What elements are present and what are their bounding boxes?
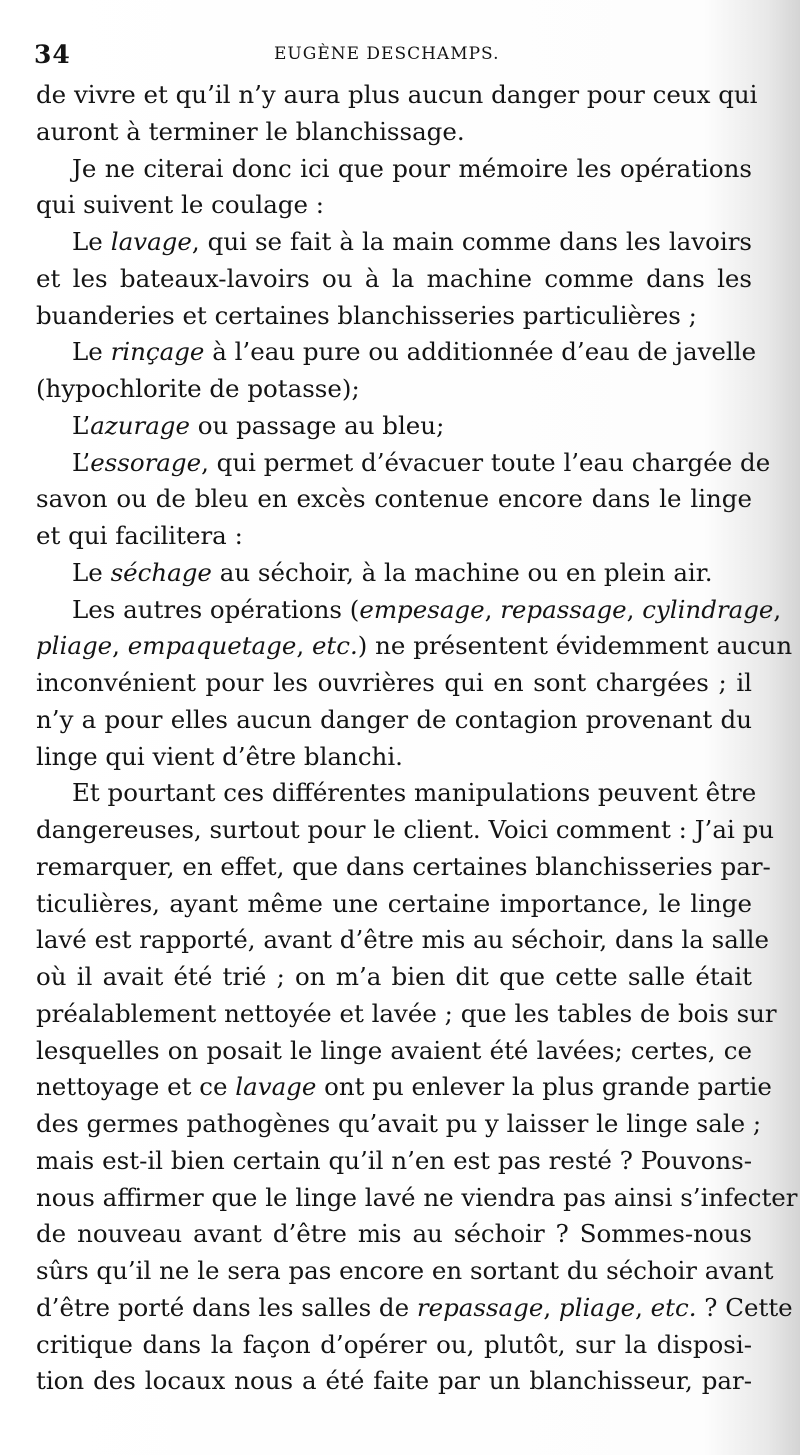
text-line: critique dans la façon d’opérer ou, plutôt, sur la disposi- bbox=[36, 1329, 752, 1359]
text-line: et qui facilitera : bbox=[36, 521, 243, 550]
text-line: savon ou de bleu en excès contenue encore dans le linge bbox=[36, 484, 752, 514]
italic-term: lavage bbox=[235, 1072, 317, 1102]
text-line: ticulières, ayant même une certaine importance, le linge bbox=[36, 888, 752, 918]
text-line: remarquer, en effet, que dans certaines blanchisseries par- bbox=[36, 851, 771, 881]
text-line: préalablement nettoyée et lavée ; que les tables de bois sur bbox=[36, 998, 777, 1028]
italic-term: cylindrage bbox=[642, 594, 774, 624]
italic-term: rinçage bbox=[110, 337, 205, 367]
text-line: nettoyage et ce lavage ont pu enlever la plus grande partie bbox=[36, 1072, 772, 1102]
italic-term: repassage bbox=[416, 1292, 544, 1322]
text-line: nous affirmer que le linge lavé ne viendra pas ainsi s’infecter bbox=[36, 1182, 798, 1212]
italic-term: essorage bbox=[90, 447, 202, 477]
text-line: Les autres opérations (empesage, repassage, cylindrage, bbox=[72, 594, 782, 624]
text-line: des germes pathogènes qu’avait pu y laisser le linge sale ; bbox=[36, 1109, 762, 1138]
text-line: qui suivent le coulage : bbox=[36, 190, 325, 220]
text-line: lavé est rapporté, avant d’être mis au séchoir, dans la salle bbox=[36, 925, 769, 955]
text-line: dangereuses, surtout pour le client. Voici comment : J’ai pu bbox=[36, 815, 775, 844]
text-line: L’essorage, qui permet d’évacuer toute l’eau chargée de bbox=[72, 447, 771, 477]
italic-term: pliage bbox=[558, 1292, 636, 1322]
text-line: Le séchage au séchoir, à la machine ou en plein air. bbox=[72, 557, 713, 587]
text-line: Je ne citerai donc ici que pour mémoire les opérations bbox=[72, 153, 752, 183]
text-line: et les bateaux-lavoirs ou à la machine comme dans les bbox=[36, 263, 752, 293]
text-line: pliage, empaquetage, etc.) ne présentent évidemment aucun bbox=[36, 631, 793, 661]
text-line: de vivre et qu’il n’y aura plus aucun danger pour ceux qui bbox=[36, 80, 758, 109]
text-line: mais est-il bien certain qu’il n’en est pas resté ? Pouvons- bbox=[36, 1145, 752, 1175]
text-line: L’azurage ou passage au bleu; bbox=[72, 410, 445, 440]
running-head: EUGÈNE DESCHAMPS. bbox=[274, 44, 500, 64]
text-line: buanderies et certaines blanchisseries particulières ; bbox=[36, 300, 697, 330]
text-line: tion des locaux nous a été faite par un blanchisseur, par- bbox=[36, 1366, 752, 1396]
text-line: sûrs qu’il ne le sera pas encore en sortant du séchoir avant bbox=[36, 1256, 774, 1285]
text-line: Et pourtant ces différentes manipulations peuvent être bbox=[72, 778, 757, 808]
italic-term: séchage bbox=[110, 557, 212, 587]
page-header bbox=[34, 40, 740, 68]
text-line: auront à terminer le blanchissage. bbox=[36, 116, 465, 146]
italic-term: empaquetage bbox=[127, 631, 297, 661]
text-line: de nouveau avant d’être mis au séchoir ? Sommes-nous bbox=[36, 1219, 752, 1249]
italic-term: pliage bbox=[36, 631, 113, 661]
text-line: (hypochlorite de potasse); bbox=[36, 374, 360, 403]
text-line: inconvénient pour les ouvrières qui en sont chargées ; il bbox=[36, 668, 752, 697]
italic-term: lavage bbox=[110, 227, 192, 256]
text-line: n’y a pour elles aucun danger de contagion provenant du bbox=[36, 704, 752, 734]
text-line: d’être porté dans les salles de repassage, pliage, etc. ? Cette bbox=[36, 1292, 793, 1322]
text-line: où il avait été trié ; on m’a bien dit que cette salle était bbox=[36, 962, 752, 991]
italic-term: empesage bbox=[359, 594, 485, 624]
text-line: lesquelles on posait le linge avaient été lavées; certes, ce bbox=[36, 1035, 752, 1065]
italic-term: etc. bbox=[650, 1292, 697, 1322]
italic-term: repassage bbox=[500, 594, 627, 624]
body-text bbox=[36, 77, 798, 1400]
text-line: Le rinçage à l’eau pure ou additionnée d’eau de javelle bbox=[72, 337, 757, 367]
page-number: 34 bbox=[34, 40, 71, 69]
text-line: Le lavage, qui se fait à la main comme dans les lavoirs bbox=[72, 227, 752, 256]
italic-term: etc. bbox=[311, 631, 358, 661]
italic-term: azurage bbox=[90, 410, 190, 440]
text-line: linge qui vient d’être blanchi. bbox=[36, 741, 403, 771]
